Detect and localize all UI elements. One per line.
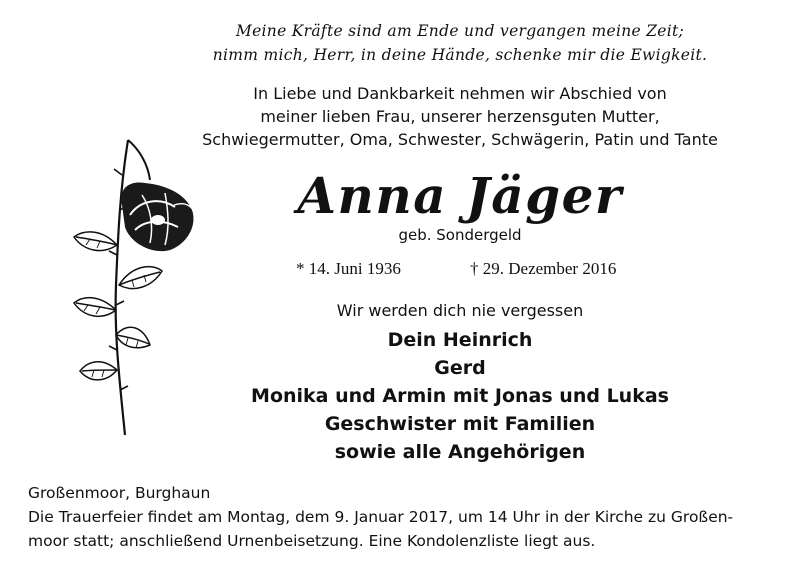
footer-ceremony-line-2: moor statt; anschließend Urnenbeisetzung. Eine Kondolenzliste liegt aus. [28,532,596,550]
birth-name: geb. Sondergeld [398,226,522,244]
footer-ceremony-line-1: Die Trauerfeier findet am Montag, dem 9. Januar 2017, um 14 Uhr in der Kirche zu Großen- [28,508,734,526]
mourner-4: Geschwister mit Familien [324,413,596,435]
motto-line-2: nimm mich, Herr, in deine Hände, schenke mir die Ewigkeit. [212,46,708,64]
deceased-name: Anna Jäger [297,166,623,225]
intro-line-1: In Liebe und Dankbarkeit nehmen wir Abschied von [253,84,667,103]
death-date: † 29. Dezember 2016 [470,259,617,278]
mourner-3: Monika und Armin mit Jonas und Lukas [251,385,669,407]
footer-location: Großenmoor, Burghaun [28,484,211,502]
intro-line-2: meiner lieben Frau, unserer herzensguten Mutter, [260,107,660,126]
mourner-1: Dein Heinrich [387,329,533,351]
birth-date: * 14. Juni 1936 [296,259,401,278]
motto-line-1: Meine Kräfte sind am Ende und vergangen meine Zeit; [235,22,685,40]
intro-line-3: Schwiegermutter, Oma, Schwester, Schwägerin, Patin und Tante [202,130,718,149]
mourner-5: sowie alle Angehörigen [334,441,586,463]
farewell-line: Wir werden dich nie vergessen [336,301,584,320]
mourner-2: Gerd [434,357,486,379]
